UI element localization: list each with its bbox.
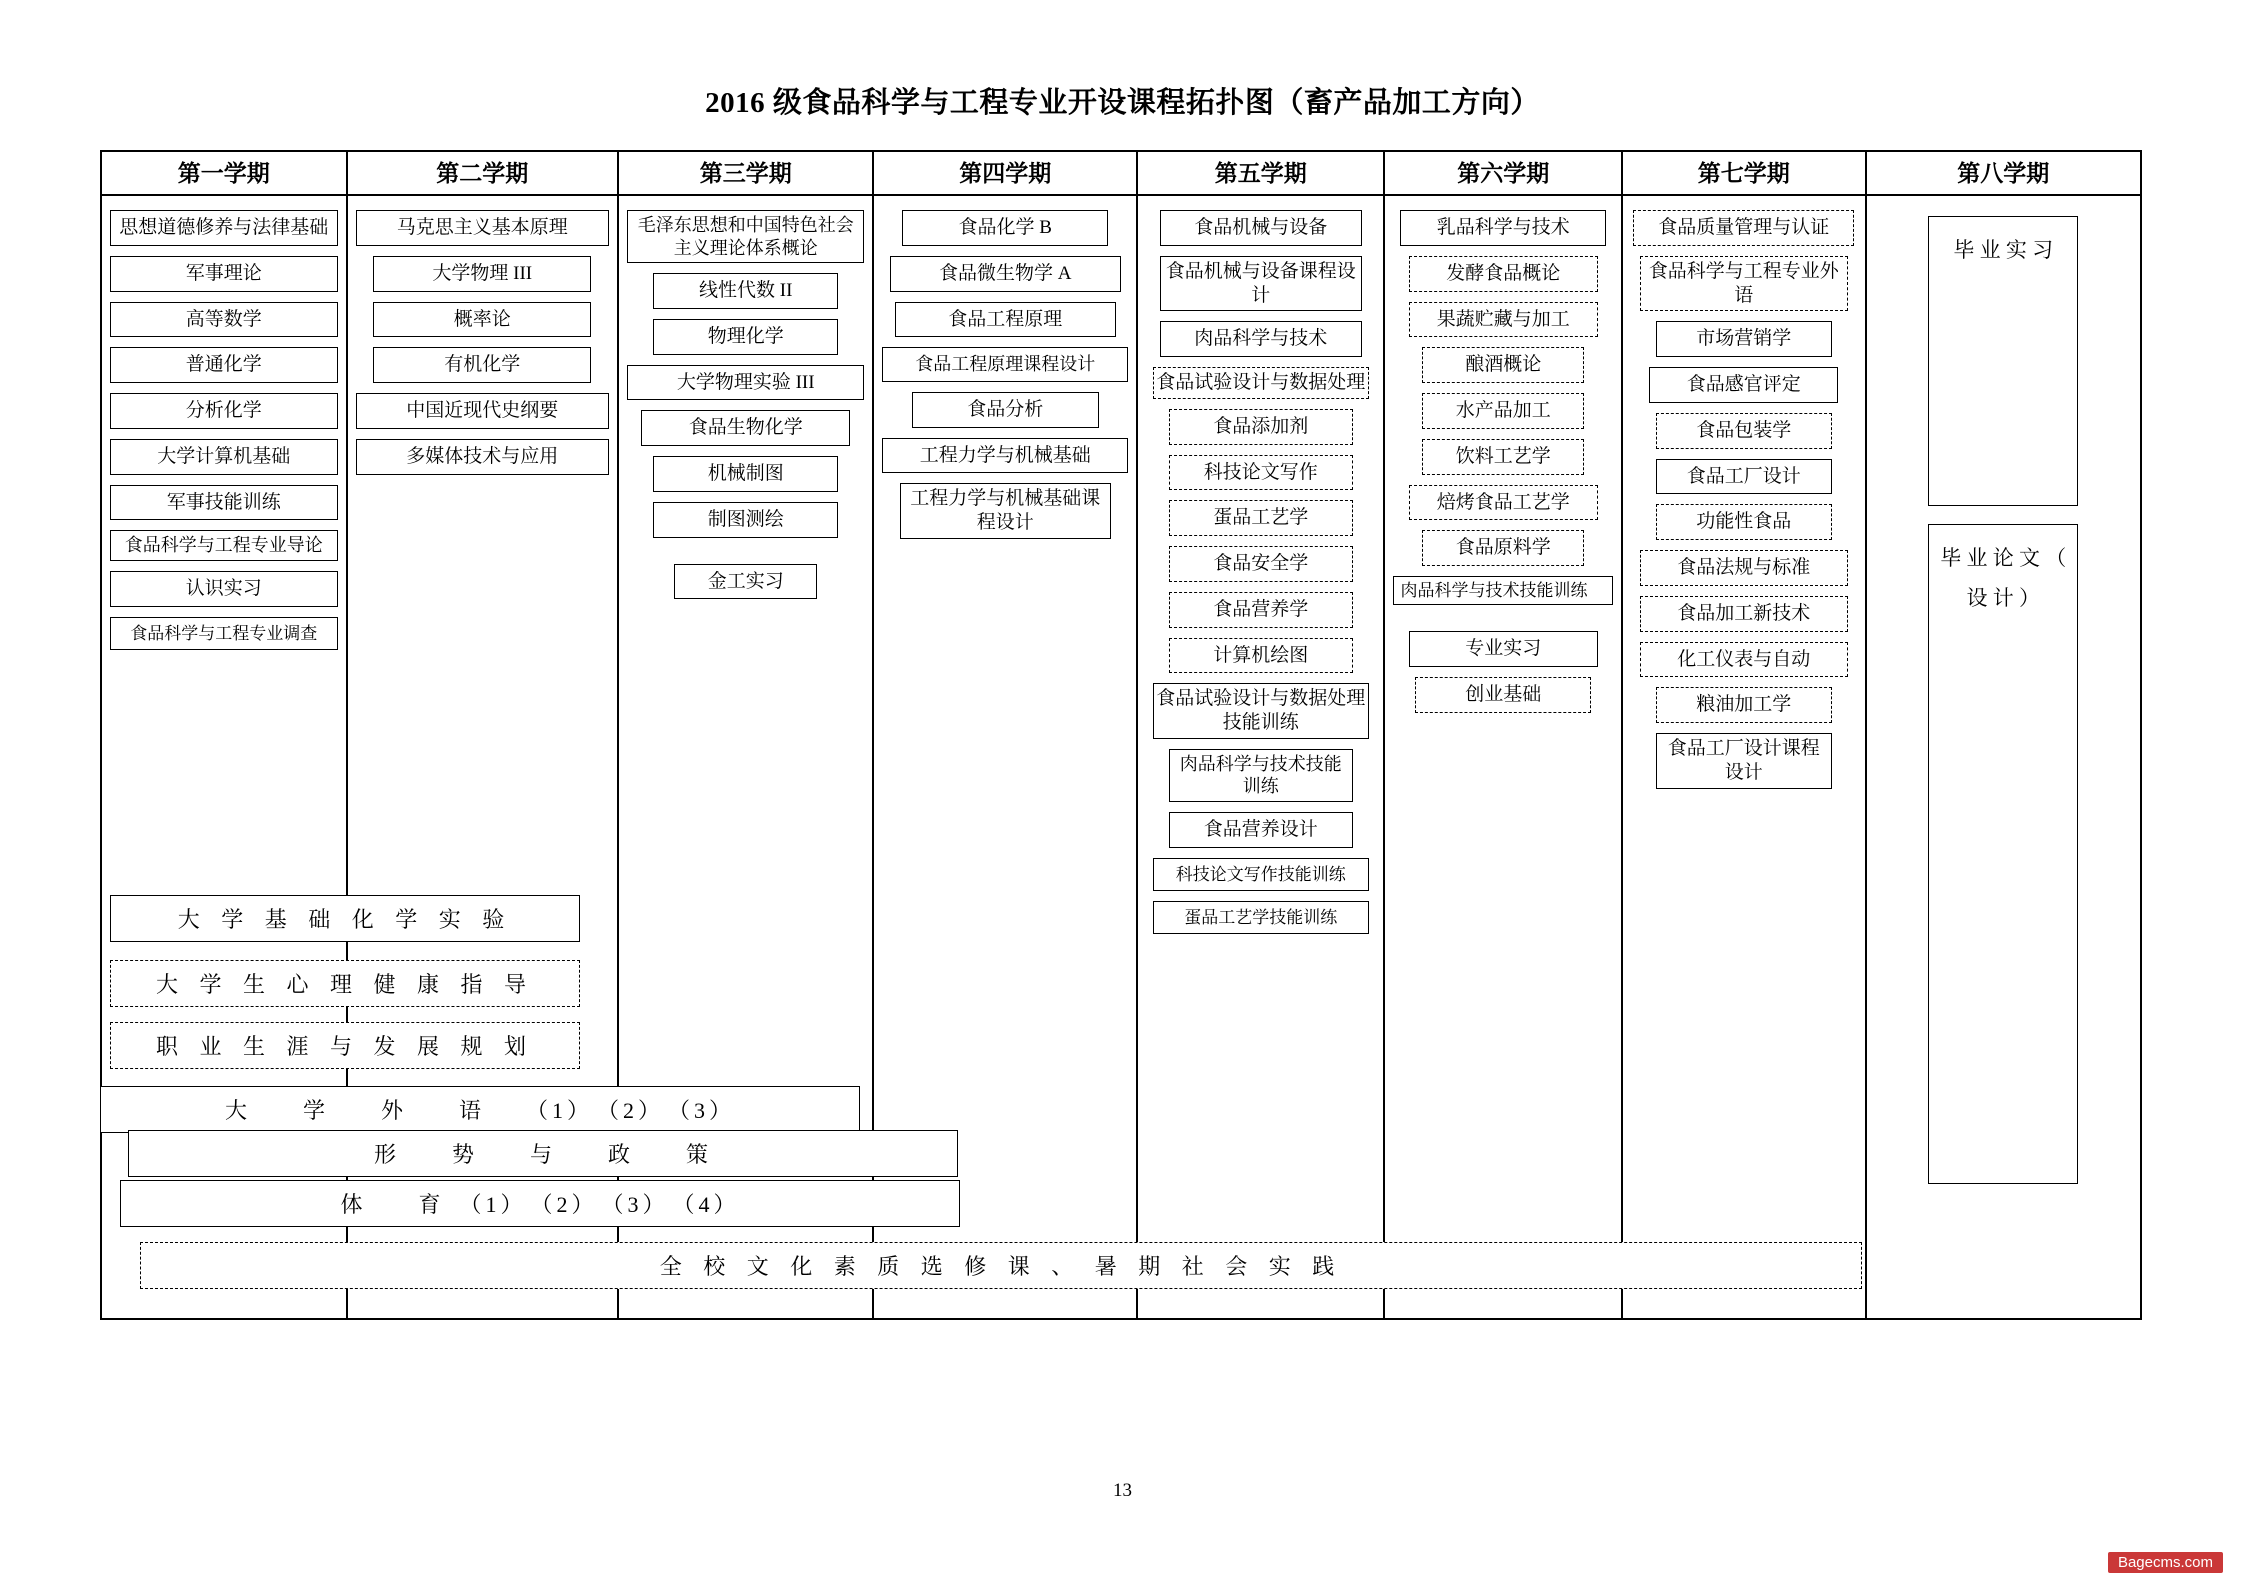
course-item[interactable]: 食品添加剂 [1169,409,1353,445]
course-item[interactable]: 制图测绘 [653,502,838,538]
course-item[interactable]: 大学物理 III [373,256,591,292]
course-item[interactable]: 食品生物化学 [641,410,850,446]
course-item[interactable]: 科技论文写作 [1169,455,1353,491]
course-item[interactable]: 发酵食品概论 [1409,256,1598,292]
watermark-label: Bagecms.com [2108,1552,2223,1573]
course-item[interactable]: 乳品科学与技术 [1400,210,1606,246]
course-item[interactable]: 科技论文写作技能训练 [1153,858,1369,891]
course-item[interactable]: 普通化学 [110,347,338,383]
course-item[interactable]: 思想道德修养与法律基础 [110,210,338,246]
course-item[interactable]: 食品包装学 [1656,413,1832,449]
course-item[interactable]: 中国近现代史纲要 [356,393,609,429]
course-item[interactable]: 食品试验设计与数据处理 [1153,367,1369,399]
course-item[interactable]: 蛋品工艺学技能训练 [1153,901,1369,934]
course-item[interactable]: 食品工程原理课程设计 [882,347,1127,382]
course-item[interactable]: 金工实习 [674,564,817,600]
course-item[interactable]: 粮油加工学 [1656,687,1832,723]
graduation-internship-box[interactable]: 毕 业 实 习 [1928,216,2078,506]
course-item[interactable]: 食品质量管理与认证 [1633,210,1854,246]
course-item[interactable]: 饮料工艺学 [1422,439,1584,475]
semester-column-5 [1138,152,1386,1318]
course-item[interactable]: 创业基础 [1415,677,1591,713]
course-item[interactable]: 马克思主义基本原理 [356,210,609,246]
semester-column-7 [1623,152,1867,1318]
course-item[interactable]: 军事技能训练 [110,485,338,521]
page-title: 2016 级食品科学与工程专业开设课程拓扑图（畜产品加工方向） [705,87,1540,119]
course-item[interactable]: 食品科学与工程专业外语 [1640,256,1847,312]
course-item[interactable]: 分析化学 [110,393,338,429]
column-header-1: 第一学期 [102,152,346,196]
course-item[interactable]: 焙烤食品工艺学 [1409,485,1598,521]
column-header-8: 第八学期 [1867,152,2140,196]
column-body-7 [1623,196,1865,1318]
course-item[interactable]: 机械制图 [653,456,838,492]
column-body-8 [1867,196,2140,1318]
course-item[interactable]: 大学计算机基础 [110,439,338,475]
page-number: 13 [1113,1480,1132,1501]
course-item[interactable]: 食品微生物学 A [890,256,1121,292]
course-item[interactable]: 食品化学 B [902,210,1108,246]
semester-column-8 [1867,152,2140,1318]
course-item[interactable]: 蛋品工艺学 [1169,500,1353,536]
course-item[interactable]: 市场营销学 [1656,321,1832,357]
course-item[interactable]: 食品原料学 [1422,530,1584,566]
course-item[interactable]: 食品试验设计与数据处理技能训练 [1153,683,1369,739]
course-item[interactable]: 肉品科学与技术 [1160,321,1362,357]
course-item[interactable]: 食品分析 [912,392,1099,428]
layout-spacer [627,548,865,564]
course-item[interactable]: 功能性食品 [1656,504,1832,540]
course-item[interactable]: 食品机械与设备课程设计 [1160,256,1362,312]
semester-column-6 [1385,152,1623,1318]
column-header-5: 第五学期 [1138,152,1384,196]
course-item[interactable]: 毛泽东思想和中国特色社会主义理论体系概论 [627,210,865,263]
span-bar-career-planning[interactable]: 职 业 生 涯 与 发 展 规 划 [110,1022,580,1069]
course-item[interactable]: 食品工厂设计课程设计 [1656,733,1832,789]
course-item[interactable]: 认识实习 [110,571,338,607]
course-item[interactable]: 多媒体技术与应用 [356,439,609,475]
course-item[interactable]: 食品法规与标准 [1640,550,1847,586]
course-item[interactable]: 物理化学 [653,319,838,355]
course-item[interactable]: 高等数学 [110,302,338,338]
course-item[interactable]: 肉品科学与技术技能训练 [1169,749,1353,802]
column-header-7: 第七学期 [1623,152,1865,196]
course-item[interactable]: 概率论 [373,302,591,338]
course-item[interactable]: 食品工厂设计 [1656,459,1832,495]
course-item[interactable]: 线性代数 II [653,273,838,309]
course-item[interactable]: 化工仪表与自动 [1640,642,1847,678]
course-item[interactable]: 计算机绘图 [1169,638,1353,674]
course-item[interactable]: 酿酒概论 [1422,347,1584,383]
layout-spacer [1393,615,1613,631]
column-header-4: 第四学期 [874,152,1135,196]
column-header-6: 第六学期 [1385,152,1621,196]
span-bar-basic-chemistry-lab[interactable]: 大 学 基 础 化 学 实 验 [110,895,580,942]
course-item[interactable]: 肉品科学与技术技能训练 [1393,576,1613,605]
course-item[interactable]: 食品安全学 [1169,546,1353,582]
course-item[interactable]: 食品机械与设备 [1160,210,1362,246]
course-item[interactable]: 工程力学与机械基础 [882,438,1127,474]
course-item[interactable]: 食品科学与工程专业导论 [110,530,338,561]
course-item[interactable]: 食品加工新技术 [1640,596,1847,632]
span-bar-psychology-guidance[interactable]: 大 学 生 心 理 健 康 指 导 [110,960,580,1007]
span-bar-college-foreign-language[interactable]: 大 学 外 语 （1） （2） （3） [100,1086,860,1133]
column-header-3: 第三学期 [619,152,873,196]
column-header-2: 第二学期 [348,152,617,196]
course-item[interactable]: 果蔬贮藏与加工 [1409,302,1598,338]
course-item[interactable]: 食品工程原理 [895,302,1116,338]
column-body-6 [1385,196,1621,1318]
course-item[interactable]: 军事理论 [110,256,338,292]
course-item[interactable]: 大学物理实验 III [627,365,865,401]
column-body-5 [1138,196,1384,1318]
course-item[interactable]: 工程力学与机械基础课程设计 [900,483,1111,539]
span-bar-physical-education[interactable]: 体 育 （1） （2） （3） （4） [120,1180,960,1227]
span-bar-elective-and-social-practice[interactable]: 全 校 文 化 素 质 选 修 课 、 暑 期 社 会 实 践 [140,1242,1862,1289]
course-item[interactable]: 食品营养设计 [1169,812,1353,848]
course-item[interactable]: 食品营养学 [1169,592,1353,628]
course-item[interactable]: 食品感官评定 [1649,367,1838,403]
span-bar-situation-and-policy[interactable]: 形 势 与 政 策 [128,1130,958,1177]
course-item[interactable]: 专业实习 [1409,631,1598,667]
course-item[interactable]: 食品科学与工程专业调查 [110,617,338,650]
course-item[interactable]: 有机化学 [373,347,591,383]
graduation-thesis-box[interactable]: 毕 业 论 文 （ 设 计 ） [1928,524,2078,1184]
course-item[interactable]: 水产品加工 [1422,393,1584,429]
